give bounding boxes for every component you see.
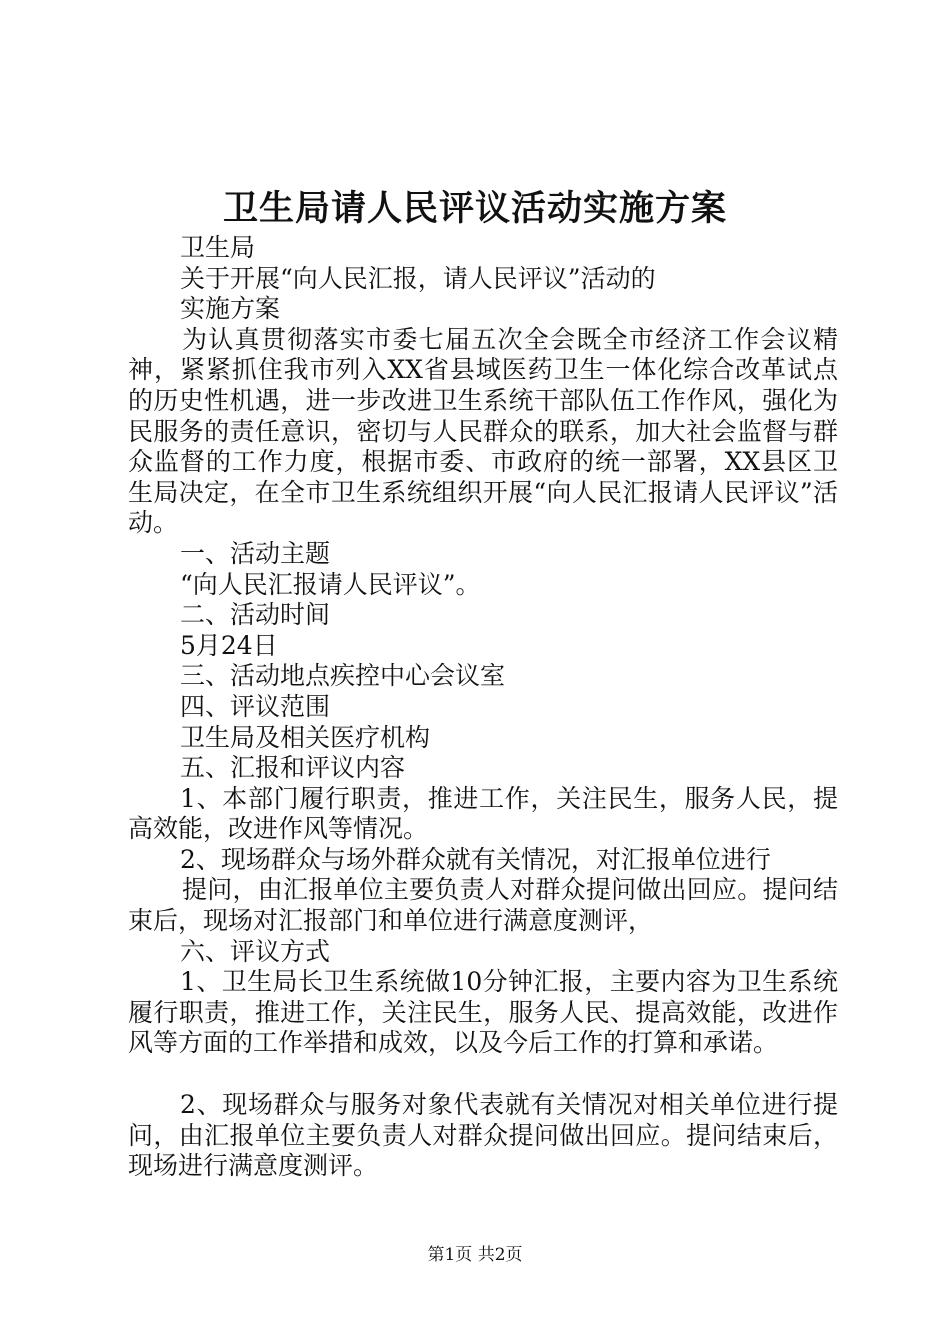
document-body: [128, 233, 838, 1182]
heading-theme: 一、活动主题: [180, 538, 331, 568]
heading-time: 二、活动时间: [180, 600, 331, 630]
paragraph-method-2: 2、现场群众与服务对象代表就有关情况对相关单位进行提问，由汇报单位主要负责人对群众提问做出回应。提问结束后，现场进行满意度测评。: [128, 1090, 838, 1181]
paragraph-time: 5月24日: [180, 630, 278, 660]
document-title: 卫生局请人民评议活动实施方案: [222, 188, 727, 229]
paragraph-content-1: 1、本部门履行职责，推进工作，关注民生，服务人民，提高效能，改进作风等情况。: [128, 783, 838, 844]
paragraph-doc-type: 实施方案: [180, 294, 281, 324]
heading-method: 六、评议方式: [180, 936, 331, 966]
heading-location: 三、活动地点疾控中心会议室: [180, 661, 506, 691]
paragraph-content-2-cont: 提问，由汇报单位主要负责人对群众提问做出回应。提问结束后，现场对汇报部门和单位进行满意度测评，: [128, 875, 838, 936]
paragraph-content-2: 2、现场群众与场外群众就有关情况，对汇报单位进行: [180, 844, 771, 874]
heading-scope: 四、评议范围: [180, 691, 331, 721]
paragraph-theme: “向人民汇报请人民评议”。: [180, 569, 481, 599]
paragraph-subject: 关于开展“向人民汇报，请人民评议”活动的: [180, 263, 656, 293]
paragraph-intro: 为认真贯彻落实市委七届五次全会既全市经济工作会议精神，紧紧抓住我市列入XX省县域医药卫生一体化综合改革试点的历史性机遇，进一步改进卫生系统干部队伍工作作风，强化为民服务的责任意识，密切与人民群众的联系，加大社会监督与群众监督的工作力度，根据市委、市政府的统一部署，XX县区卫生局决定，在全市卫生系统组织开展“向人民汇报请人民评议”活动。: [128, 324, 838, 538]
page-number: 第1页 共2页: [427, 1245, 523, 1265]
paragraph-gap: [128, 1059, 838, 1090]
heading-content: 五、汇报和评议内容: [180, 753, 406, 783]
paragraph-scope: 卫生局及相关医疗机构: [180, 722, 431, 752]
paragraph-method-1: 1、卫生局长卫生系统做10分钟汇报，主要内容为卫生系统履行职责，推进工作，关注民生，服务人民、提高效能，改进作风等方面的工作举措和成效，以及今后工作的打算和承诺。: [128, 967, 838, 1058]
paragraph-issuer: 卫生局: [180, 233, 256, 262]
